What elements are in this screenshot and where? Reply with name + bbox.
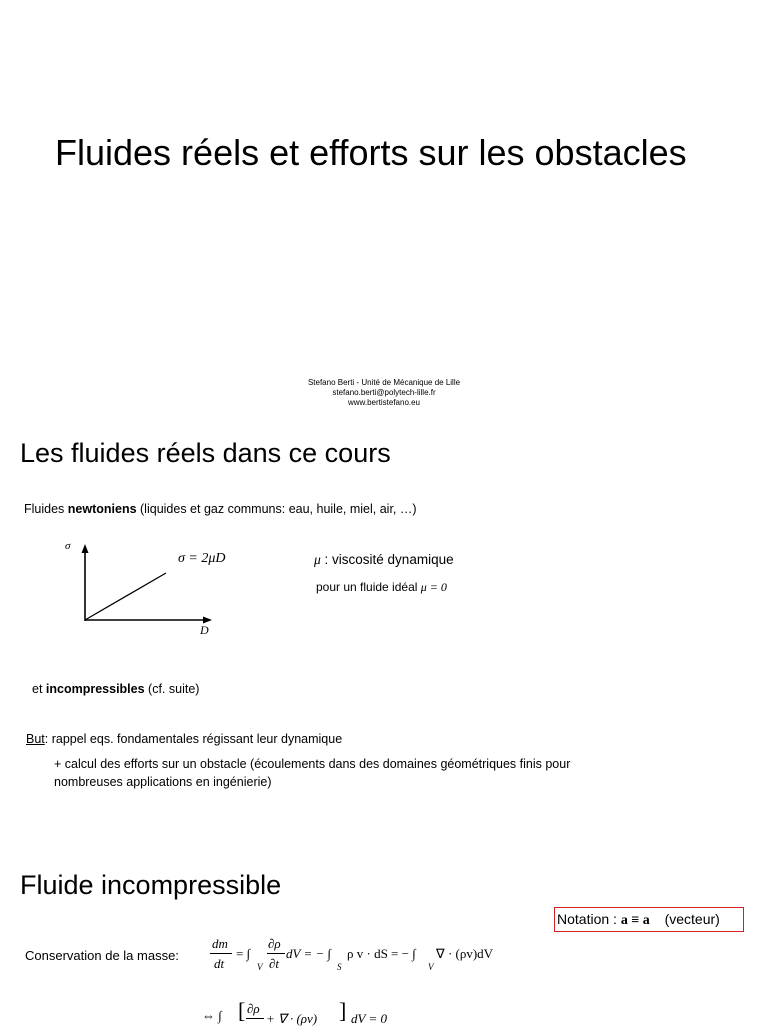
notation-math: a ≡ a⃗ — [620, 913, 661, 928]
goal-line — [26, 732, 342, 746]
eq2-prefix: ⇔ ∫ — [202, 1008, 222, 1023]
mu-definition — [314, 552, 454, 568]
eq1-sub-v2: V — [428, 962, 434, 972]
eq1-part3: ρ v · dS = − ∫ — [347, 946, 416, 961]
ideal-text: pour un fluide idéal — [316, 580, 421, 594]
section-heading-incompressible: Fluide incompressible — [20, 870, 282, 900]
credit-email: stefano.berti@polytech-lille.fr — [332, 388, 436, 397]
eq1-lhs-den: dt — [214, 956, 225, 971]
incomp-suffix: (cf. suite) — [144, 682, 200, 696]
graph-law: σ = 2μD — [178, 551, 226, 566]
eq1-frac-num: ∂ρ — [268, 936, 281, 951]
eq2-tail: dV = 0 — [351, 1011, 387, 1026]
notation-label: Notation : — [557, 911, 621, 927]
credit-website: www.bertistefano.eu — [347, 398, 421, 407]
incompressible-line — [32, 682, 199, 696]
eq1-part1: = ∫ — [236, 946, 251, 961]
newtonian-bold: newtoniens — [67, 502, 137, 516]
eq1-lhs-bar — [210, 953, 232, 954]
eq1-lhs-num: dm — [212, 936, 228, 951]
goal-bullet-line1: + calcul des efforts sur un obstacle (écoulements dans des domaines géométriques finis pour — [54, 757, 571, 771]
credit-author: Stefano Berti - Unité de Mécanique de Lille — [307, 378, 461, 387]
eq2-frac-num: ∂ρ — [247, 1001, 260, 1016]
ideal-math: μ = 0 — [420, 580, 447, 594]
eq1-part2: dV = − ∫ — [286, 946, 332, 961]
eq1-frac-bar — [267, 953, 285, 954]
eq1-frac-den: ∂t — [269, 956, 280, 971]
mu-symbol: μ — [314, 552, 321, 567]
newtonian-prefix: Fluides — [24, 502, 68, 516]
slide-title: Fluides réels et efforts sur les obstacles — [55, 132, 687, 173]
mass-conservation-label: Conservation de la masse: — [25, 948, 179, 963]
goal-label: But — [26, 732, 45, 746]
eq1-sub-v1: V — [257, 962, 263, 972]
ideal-fluid-line — [316, 580, 447, 595]
incomp-bold: incompressibles — [45, 682, 145, 696]
incomp-prefix: et — [32, 682, 46, 696]
graph-x-label: D — [200, 623, 209, 637]
mu-text: : viscosité dynamique — [320, 552, 454, 567]
eq2-left-bracket: [ — [238, 998, 246, 1023]
section-heading-real-fluids: Les fluides réels dans ce cours — [20, 438, 391, 468]
notation-box — [554, 907, 744, 932]
goal-bullet-line2: nombreuses applications en ingénierie) — [54, 775, 272, 789]
graph-y-label: σ — [65, 540, 71, 552]
eq2-right-bracket: ] — [339, 998, 347, 1023]
eq2-frac-bar — [246, 1018, 264, 1019]
eq1-sub-s: S — [337, 962, 342, 972]
goal-text: : rappel eqs. fondamentales régissant leur dynamique — [44, 732, 343, 746]
eq1-part4: ∇ · (ρv)dV — [436, 946, 494, 961]
newtonian-suffix: (liquides et gaz communs: eau, huile, miel, air, …) — [136, 502, 417, 516]
notation-suffix: (vecteur) — [660, 911, 720, 927]
eq2-rest: + ∇ · (ρv) — [266, 1011, 318, 1026]
